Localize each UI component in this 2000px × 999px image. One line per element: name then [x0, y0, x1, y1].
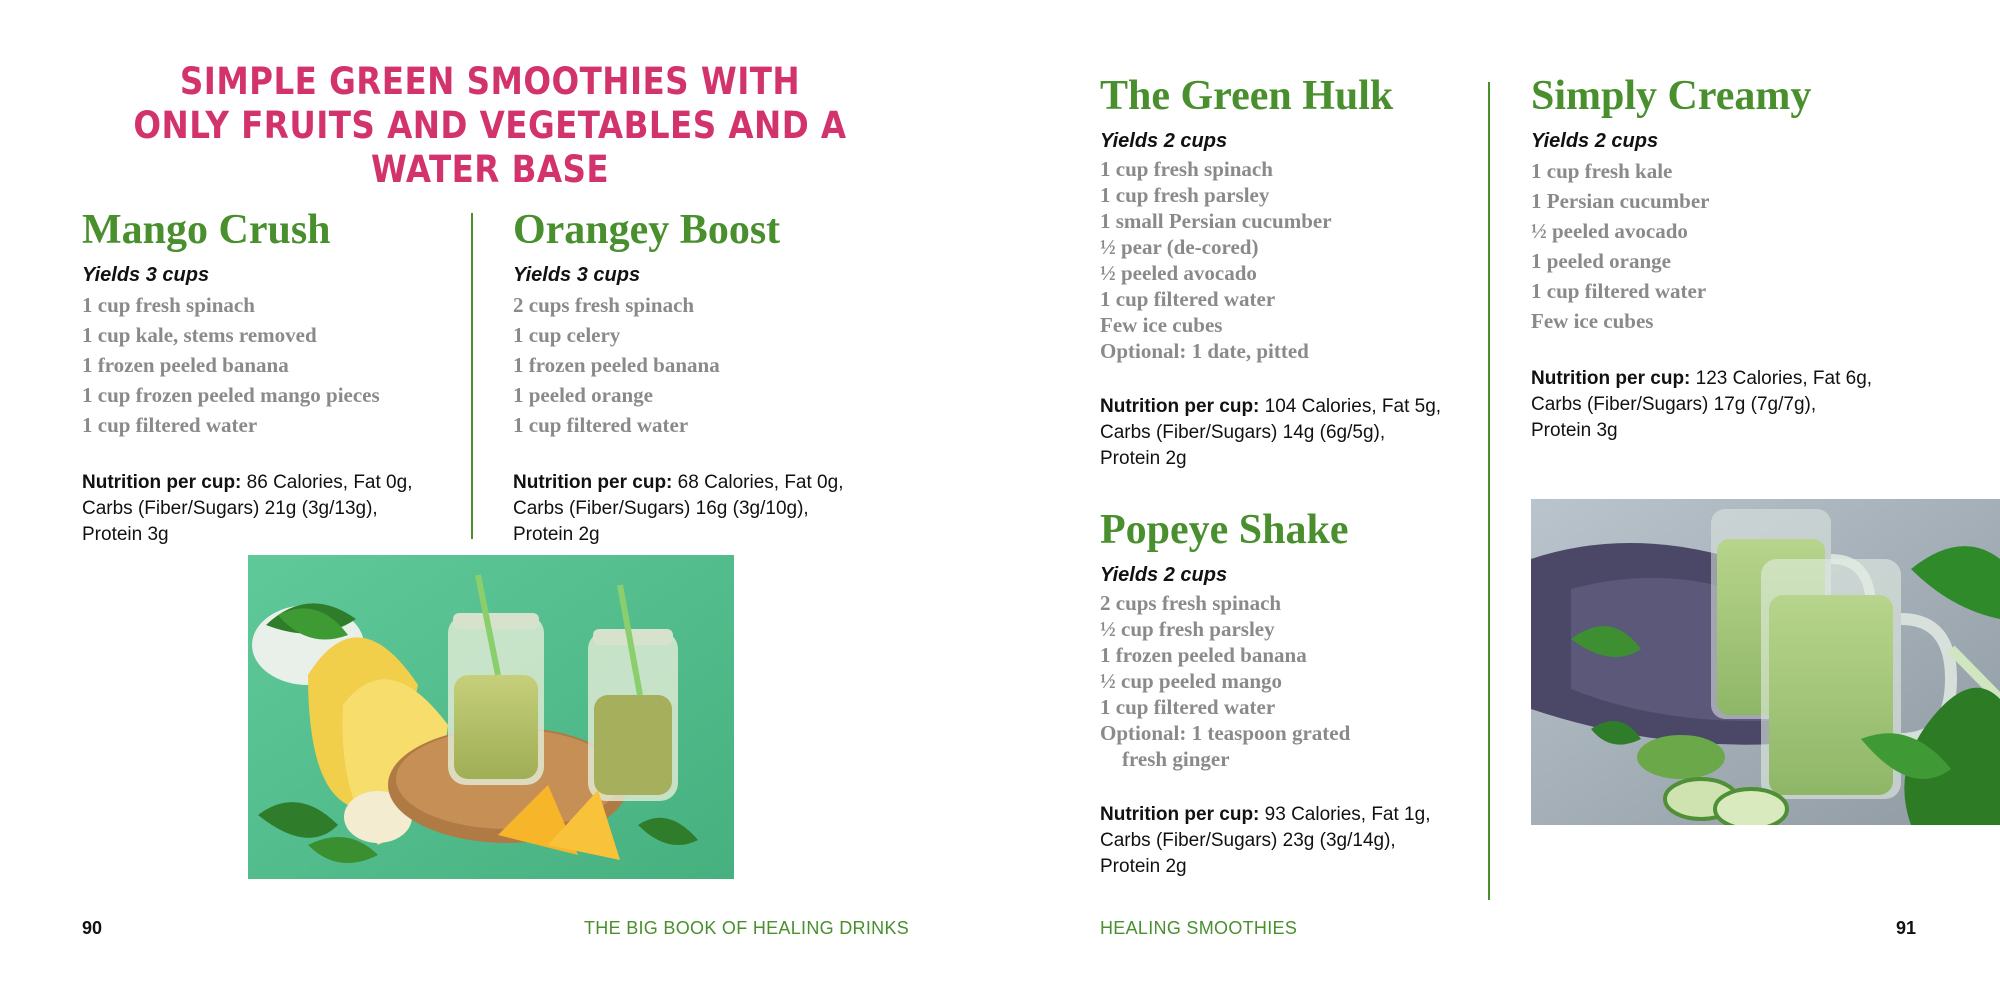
ingredient: 1 frozen peeled banana [513, 353, 720, 377]
ingredient: 1 cup fresh kale [1531, 159, 1673, 183]
recipe-simply-creamy [1531, 72, 1931, 444]
nutrition-line-3: Protein 2g [1100, 856, 1187, 877]
recipe-yields: Yields 2 cups [1100, 564, 1228, 586]
ingredient-list [1100, 590, 1480, 772]
nutrition-line-3: Protein 3g [82, 524, 169, 545]
ingredient-list [82, 290, 462, 440]
recipe-yields: Yields 2 cups [1531, 130, 1659, 152]
recipe-title: Mango Crush [82, 207, 331, 253]
nutrition-line-2: Carbs (Fiber/Sugars) 17g (7g/7g), [1531, 394, 1817, 415]
recipe-yields: Yields 3 cups [513, 264, 641, 286]
left-page-number: 90 [82, 918, 103, 938]
ingredient: Optional: 1 date, pitted [1100, 339, 1309, 363]
ingredient: Optional: 1 teaspoon grated [1100, 721, 1351, 745]
nutrition-line-1: 123 Calories, Fat 6g, [1690, 368, 1873, 389]
ingredient-list [513, 290, 893, 440]
ingredient-list [1100, 156, 1480, 364]
recipe-title: Orangey Boost [513, 207, 781, 253]
nutrition-line-2: Carbs (Fiber/Sugars) 23g (3g/14g), [1100, 830, 1396, 851]
recipe-mango-crush [82, 206, 462, 548]
ingredient: 1 cup filtered water [1100, 695, 1276, 719]
nutrition-line-1: 86 Calories, Fat 0g, [241, 472, 413, 493]
page-headline [112, 60, 869, 192]
ingredient: 1 cup celery [513, 323, 621, 347]
nutrition-line-3: Protein 2g [513, 524, 600, 545]
nutrition-label: Nutrition per cup: [1531, 368, 1691, 389]
ingredient: 1 cup fresh parsley [1100, 183, 1270, 207]
ingredient: 2 cups fresh spinach [1100, 591, 1282, 615]
recipe-orangey-boost [513, 206, 893, 548]
recipe-title: Simply Creamy [1531, 73, 1812, 119]
recipe-yields: Yields 2 cups [1100, 130, 1228, 152]
right-running-head: HEALING SMOOTHIES [1100, 918, 1298, 938]
ingredient-list [1531, 156, 1931, 336]
ingredient: 1 cup filtered water [1100, 287, 1276, 311]
ingredient: 1 cup kale, stems removed [82, 323, 317, 347]
nutrition-info [513, 470, 893, 548]
nutrition-info [1100, 802, 1480, 880]
nutrition-label: Nutrition per cup: [82, 472, 242, 493]
ingredient: 1 frozen peeled banana [82, 353, 289, 377]
nutrition-info [1100, 394, 1480, 472]
nutrition-line-1: 104 Calories, Fat 5g, [1259, 396, 1442, 417]
nutrition-label: Nutrition per cup: [1100, 804, 1260, 825]
ingredient: ½ pear (de-cored) [1100, 235, 1259, 259]
ingredient: ½ cup fresh parsley [1100, 617, 1275, 641]
ingredient: 1 cup filtered water [513, 413, 689, 437]
smoothie-photo-glasses [1531, 499, 2000, 825]
smoothie-photo-jars [248, 555, 734, 879]
recipe-title: Popeye Shake [1100, 507, 1349, 553]
nutrition-line-2: Carbs (Fiber/Sugars) 16g (3g/10g), [513, 498, 809, 519]
nutrition-line-2: Carbs (Fiber/Sugars) 21g (3g/13g), [82, 498, 378, 519]
ingredient: 1 cup fresh spinach [82, 293, 255, 317]
ingredient: 1 peeled orange [1531, 249, 1671, 273]
nutrition-label: Nutrition per cup: [513, 472, 673, 493]
ingredient: ½ peeled avocado [1100, 261, 1257, 285]
nutrition-line-3: Protein 2g [1100, 448, 1187, 469]
ingredient: 1 cup frozen peeled mango pieces [82, 383, 380, 407]
ingredient: ½ cup peeled mango [1100, 669, 1283, 693]
ingredient: Few ice cubes [1531, 309, 1654, 333]
nutrition-line-1: 93 Calories, Fat 1g, [1259, 804, 1431, 825]
ingredient: ½ peeled avocado [1531, 219, 1688, 243]
column-divider [471, 213, 473, 539]
ingredient: Few ice cubes [1100, 313, 1223, 337]
recipe-green-hulk [1100, 72, 1480, 472]
ingredient: 1 Persian cucumber [1531, 189, 1710, 213]
ingredient: 1 frozen peeled banana [1100, 643, 1307, 667]
headline-line-1: SIMPLE GREEN SMOOTHIES WITH [179, 60, 801, 103]
headline-line-2: ONLY FRUITS AND VEGETABLES AND A WATER BASE [133, 104, 847, 191]
recipe-title: The Green Hulk [1100, 73, 1394, 119]
nutrition-info [1531, 366, 1931, 444]
ingredient: fresh ginger [1122, 747, 1230, 771]
nutrition-label: Nutrition per cup: [1100, 396, 1260, 417]
nutrition-info [82, 470, 462, 548]
ingredient: 2 cups fresh spinach [513, 293, 695, 317]
left-running-head: THE BIG BOOK OF HEALING DRINKS [584, 918, 910, 938]
nutrition-line-2: Carbs (Fiber/Sugars) 14g (6g/5g), [1100, 422, 1386, 443]
recipe-yields: Yields 3 cups [82, 264, 210, 286]
recipe-popeye-shake [1100, 506, 1480, 880]
nutrition-line-1: 68 Calories, Fat 0g, [672, 472, 844, 493]
ingredient: 1 cup fresh spinach [1100, 157, 1273, 181]
column-divider [1488, 82, 1490, 900]
ingredient: 1 peeled orange [513, 383, 653, 407]
ingredient: 1 cup filtered water [1531, 279, 1707, 303]
right-page-number: 91 [1896, 918, 1917, 938]
ingredient: 1 small Persian cucumber [1100, 209, 1332, 233]
ingredient: 1 cup filtered water [82, 413, 258, 437]
nutrition-line-3: Protein 3g [1531, 420, 1618, 441]
